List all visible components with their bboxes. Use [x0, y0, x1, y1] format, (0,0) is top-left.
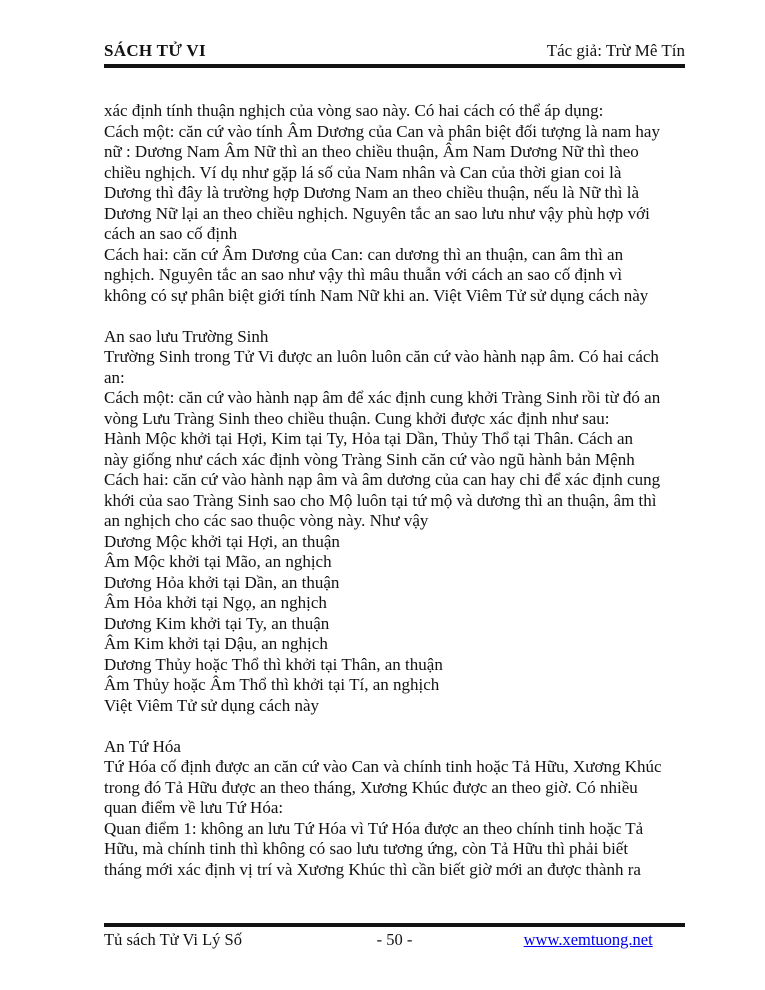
- page-footer: [104, 923, 685, 950]
- text-line: Cách hai: căn cứ vào hành nạp âm và âm dương của can hay chi để xác định cung: [104, 470, 661, 489]
- text-line: Âm Hỏa khởi tại Ngọ, an nghịch: [104, 593, 327, 612]
- footer-page-number: - 50 -: [376, 930, 413, 949]
- text-line: Dương Nữ lại an theo chiều nghịch. Nguyên tắc an sao lưu như vậy phù hợp với: [104, 203, 650, 223]
- page-body: [104, 101, 694, 880]
- text-line: khới của sao Tràng Sinh sao cho Mộ luôn tại tứ mộ và dương thì an thuận, âm thì: [104, 490, 657, 510]
- author-credit: Tác giả: Trừ Mê Tín: [546, 41, 685, 60]
- text-line: Trường Sinh trong Tử Vi được an luôn luôn căn cứ vào hành nạp âm. Có hai cách: [104, 347, 659, 366]
- page-header: [104, 40, 685, 68]
- text-line: An sao lưu Trường Sinh: [104, 326, 269, 346]
- text-line: Âm Kim khởi tại Dậu, an nghịch: [104, 634, 328, 653]
- text-line: cách an sao cố định: [104, 224, 238, 243]
- text-line: chiều nghịch. Ví dụ như gặp lá số của Nam nhân và Can của thời gian coi là: [104, 162, 622, 182]
- header-rule: [104, 64, 685, 68]
- text-line: xác định tính thuận nghịch của vòng sao này. Có hai cách có thể áp dụng:: [104, 101, 604, 120]
- footer-link-cell: [491, 930, 685, 950]
- text-line: an:: [104, 367, 125, 387]
- text-line: [104, 716, 694, 737]
- text-line: Cách một: căn cứ vào tính Âm Dương của Can và phân biệt đối tượng là nam hay: [104, 121, 660, 141]
- footer-series-title: Tủ sách Tử Vi Lý Số: [104, 930, 242, 949]
- text-line: nghịch. Nguyên tắc an sao như vậy thì mâu thuẫn với cách an sao cố định vì: [104, 265, 623, 284]
- text-line: Dương Mộc khởi tại Hợi, an thuận: [104, 531, 340, 551]
- text-line: Âm Thủy hoặc Âm Thổ thì khởi tại Tí, an nghịch: [104, 675, 440, 694]
- text-line: trong đó Tả Hữu được an theo tháng, Xương Khúc được an theo giờ. Có nhiều: [104, 777, 638, 797]
- text-line: Âm Mộc khởi tại Mão, an nghịch: [104, 552, 332, 571]
- book-title: SÁCH TỬ VI: [104, 41, 206, 60]
- text-line: Hành Mộc khởi tại Hợi, Kim tại Ty, Hỏa tại Dần, Thủy Thổ tại Thân. Cách an: [104, 429, 634, 448]
- text-line: Dương thì đây là trường hợp Dương Nam an theo chiều thuận, nếu là Nữ thì là: [104, 183, 640, 202]
- text-line: quan điểm về lưu Tứ Hóa:: [104, 798, 284, 817]
- text-line: Dương Thủy hoặc Thổ thì khởi tại Thân, an thuận: [104, 654, 443, 674]
- text-line: tháng mới xác định vị trí và Xương Khúc thì cần biết giờ mới an được thành ra: [104, 859, 641, 879]
- text-line: Dương Kim khởi tại Ty, an thuận: [104, 613, 330, 633]
- text-line: Việt Viêm Tử sử dụng cách này: [104, 695, 319, 715]
- text-line: này giống như cách xác định vòng Tràng Sinh căn cứ vào ngũ hành bản Mệnh: [104, 449, 635, 469]
- text-line: không có sự phân biệt giới tính Nam Nữ khi an. Việt Viêm Tử sử dụng cách này: [104, 285, 649, 305]
- text-line: an nghịch cho các sao thuộc vòng này. Như vậy: [104, 511, 429, 530]
- text-line: Hữu, mà chính tinh thì không có sao lưu tương ứng, còn Tả Hữu thì phải biết: [104, 839, 629, 858]
- text-line: Dương Hỏa khởi tại Dần, an thuận: [104, 572, 340, 592]
- text-line: nữ : Dương Nam Âm Nữ thì an theo chiều thuận, Âm Nam Dương Nữ thì theo: [104, 142, 639, 161]
- text-line: Cách một: căn cứ vào hành nạp âm để xác định cung khởi Tràng Sinh rồi từ đó an: [104, 388, 661, 407]
- text-line: An Tứ Hóa: [104, 736, 181, 756]
- text-line: Cách hai: căn cứ Âm Dương của Can: can dương thì an thuận, can âm thì an: [104, 244, 624, 264]
- website-link[interactable]: www.xemtuong.net: [523, 930, 653, 949]
- text-line: Tứ Hóa cố định được an căn cứ vào Can và chính tinh hoặc Tả Hữu, Xương Khúc: [104, 757, 662, 776]
- text-line: vòng Lưu Tràng Sinh theo chiều thuận. Cung khởi được xác định như sau:: [104, 408, 610, 428]
- text-line: Quan điểm 1: không an lưu Tứ Hóa vì Tứ Hóa được an theo chính tinh hoặc Tả: [104, 818, 644, 838]
- text-line: [104, 306, 694, 327]
